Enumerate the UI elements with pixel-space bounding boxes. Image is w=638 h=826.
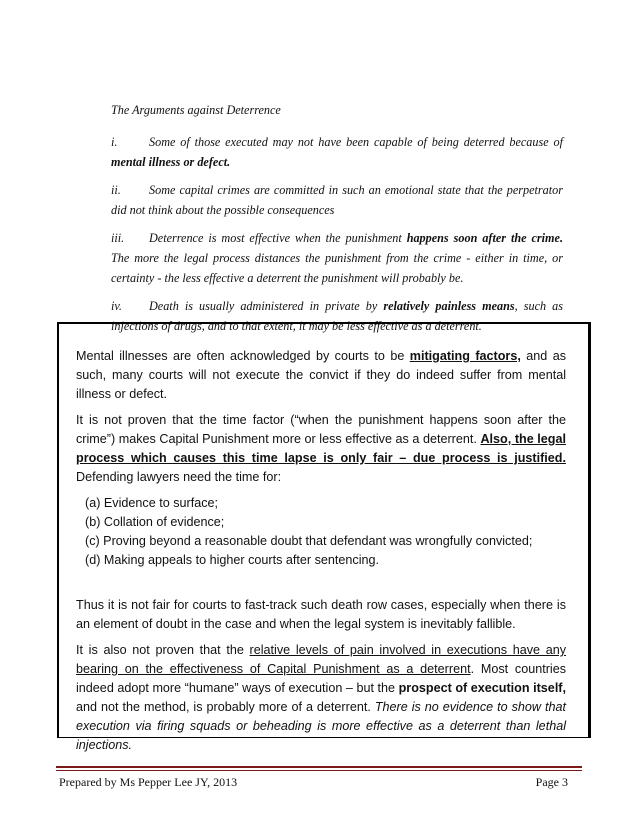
rebuttal-paragraph [76,347,566,404]
rebuttal-content [76,347,566,762]
rebuttal-text: It is not proven that the time factor (“when the punishment happens soon after the crime”) makes Capital Punishment more or less effective as a deterrent. [76,413,566,446]
rebuttal-emphasis: mitigating factors, [409,349,521,363]
footer-rule-thin [56,770,582,771]
rebuttal-emphasis: Also, the legal process which causes this time lapse is only fair – due process is justified. [76,432,566,465]
argument-item [111,132,563,172]
rebuttal-box [57,322,591,752]
argument-number: iii. [111,231,125,245]
arguments-title: The Arguments against Deterrence [111,103,281,117]
argument-text-after: , such as injections of drugs, and to that extent, it may be less effective as a deterrent. [111,299,564,333]
rebuttal-text: It is also not proven that the [76,643,250,657]
requirements-list [85,494,566,570]
rebuttal-emphasis: prospect of execution itself, [398,681,567,695]
rebuttal-text: . Most countries indeed adopt more “humane” ways of execution – but the [76,662,566,695]
footer-author: Prepared by Ms Pepper Lee JY, 2013 [59,775,238,789]
rebuttal-text: Defending lawyers need the time for: [76,470,282,484]
argument-number: iv. [111,299,122,313]
argument-emphasis: mental illness or defect. [111,155,231,169]
list-item: (b) Collation of evidence; [85,515,225,529]
footer-rule [56,766,582,768]
rebuttal-paragraph [76,641,566,755]
argument-text-after: The more the legal process distances the punishment from the crime - either in time, or certainty - the less effective a deterrent the punishment will probably be. [111,251,563,285]
rebuttal-italic: There is no evidence to show that execution via firing squads or beheading is more effective as a deterrent than lethal injections. [76,700,566,752]
argument-item [111,180,563,220]
rebuttal-paragraph: Thus it is not fair for courts to fast-track such death row cases, especially when there is an element of doubt in the case and when the legal system is inevitably fallible. [76,598,566,631]
argument-emphasis: relatively painless means [383,299,515,313]
arguments-section [111,100,563,344]
argument-text: Some of those executed may not have been capable of being deterred because of [149,135,563,149]
argument-number: i. [111,135,118,149]
argument-item [111,228,563,288]
rebuttal-paragraph [76,411,566,487]
argument-number: ii. [111,183,121,197]
argument-text: Some capital crimes are committed in such an emotional state that the perpetrator did not think about the possible consequences [111,183,563,217]
page-number: Page 3 [535,775,568,789]
argument-text: Death is usually administered in private by [149,299,384,313]
rebuttal-text: Mental illnesses are often acknowledged by courts to be [76,349,410,363]
list-item: (c) Proving beyond a reasonable doubt that defendant was wrongfully convicted; [85,534,533,548]
rebuttal-underlined: relative levels of pain involved in executions have any bearing on the effectiveness of Capital Punishment as a deterrent [76,643,566,676]
rebuttal-text: and not the method, is probably more of a deterrent. [76,700,375,714]
rebuttal-text: and as such, many courts will not execute the convict if they do indeed suffer from mental illness or defect. [76,349,567,401]
argument-text: Deterrence is most effective when the punishment [149,231,407,245]
list-item: (a) Evidence to surface; [85,496,218,510]
list-item: (d) Making appeals to higher courts after sentencing. [85,553,380,567]
argument-emphasis: happens soon after the crime. [406,231,563,245]
